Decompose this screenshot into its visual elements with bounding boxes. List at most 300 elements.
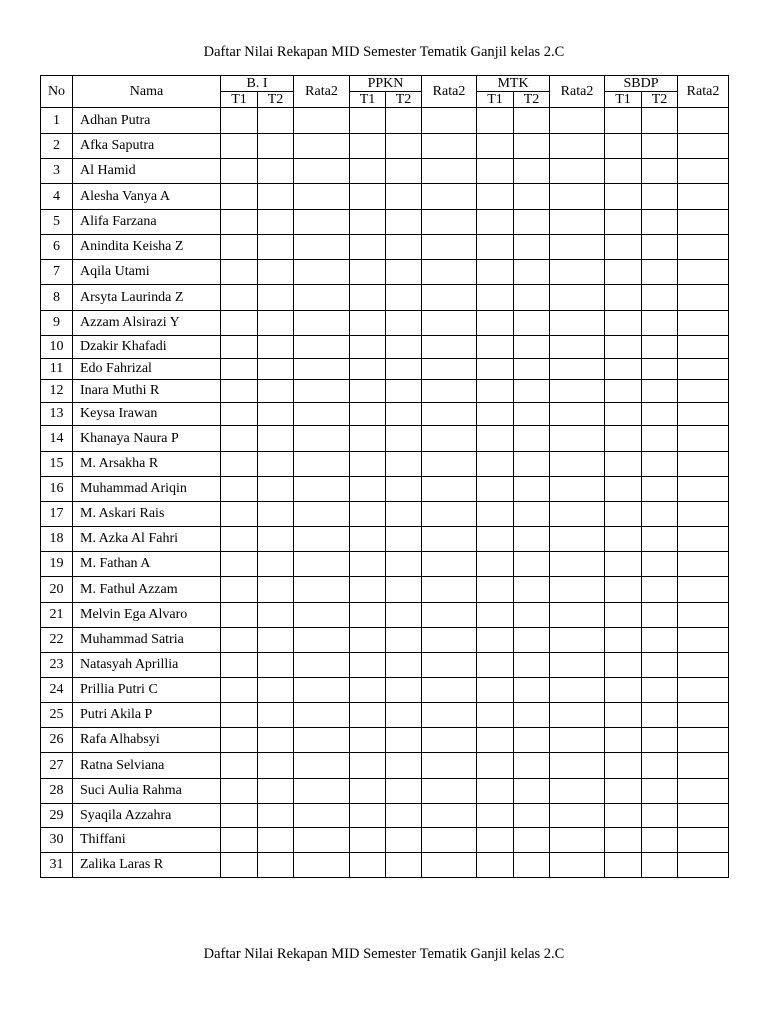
grade-cell: [605, 828, 642, 853]
grade-cell: [422, 235, 477, 260]
grade-cell: [550, 728, 605, 753]
grade-cell: [514, 603, 550, 628]
grade-cell: [294, 311, 350, 336]
table-row: [41, 753, 729, 779]
grade-cell: [350, 804, 386, 828]
grades-table: [40, 75, 729, 878]
student-name: Aqila Utami: [73, 260, 221, 285]
grade-cell: [514, 779, 550, 804]
grade-cell: [605, 285, 642, 311]
grade-cell: [422, 552, 477, 577]
grade-cell: [550, 336, 605, 359]
student-number: 16: [41, 477, 73, 502]
grade-cell: [258, 311, 294, 336]
student-number: 13: [41, 403, 73, 426]
grade-cell: [221, 753, 258, 779]
grade-cell: [678, 184, 729, 210]
grade-cell: [386, 628, 422, 653]
grade-cell: [550, 804, 605, 828]
grade-cell: [605, 753, 642, 779]
grade-cell: [477, 426, 514, 452]
grade-cell: [550, 703, 605, 728]
table-row: [41, 452, 729, 477]
grade-cell: [678, 159, 729, 184]
grade-cell: [422, 159, 477, 184]
student-number: 31: [41, 853, 73, 878]
grade-cell: [642, 452, 678, 477]
grade-cell: [514, 853, 550, 878]
grade-cell: [477, 603, 514, 628]
grade-cell: [422, 285, 477, 311]
grade-cell: [477, 577, 514, 603]
grade-cell: [605, 527, 642, 552]
grade-cell: [678, 235, 729, 260]
grade-cell: [386, 380, 422, 403]
grade-cell: [386, 853, 422, 878]
student-number: 17: [41, 502, 73, 527]
grade-cell: [294, 853, 350, 878]
student-name: Alifa Farzana: [73, 210, 221, 235]
grade-cell: [514, 159, 550, 184]
student-name: Khanaya Naura P: [73, 426, 221, 452]
grade-cell: [422, 703, 477, 728]
grade-cell: [221, 285, 258, 311]
table-row: [41, 828, 729, 853]
student-number: 19: [41, 552, 73, 577]
student-name: Alesha Vanya A: [73, 184, 221, 210]
grade-cell: [221, 359, 258, 380]
grade-cell: [477, 628, 514, 653]
grade-cell: [221, 210, 258, 235]
grade-cell: [514, 628, 550, 653]
grade-cell: [605, 678, 642, 703]
grade-cell: [258, 134, 294, 159]
grade-cell: [221, 235, 258, 260]
grade-cell: [550, 678, 605, 703]
grade-cell: [350, 380, 386, 403]
grade-cell: [550, 828, 605, 853]
grade-cell: [678, 552, 729, 577]
header-subject-sbdp: SBDP: [605, 76, 678, 92]
student-number: 24: [41, 678, 73, 703]
grade-cell: [642, 603, 678, 628]
grade-cell: [258, 527, 294, 552]
header-subject-mtk: MTK: [477, 76, 550, 92]
footer-title: Daftar Nilai Rekapan MID Semester Tematik Ganjil kelas 2.C: [203, 946, 565, 962]
grade-cell: [258, 336, 294, 359]
grade-cell: [477, 753, 514, 779]
student-name: M. Fathan A: [73, 552, 221, 577]
grade-cell: [294, 603, 350, 628]
grade-cell: [678, 502, 729, 527]
student-number: 21: [41, 603, 73, 628]
grade-cell: [642, 477, 678, 502]
grade-cell: [422, 426, 477, 452]
grade-cell: [605, 603, 642, 628]
grade-cell: [642, 235, 678, 260]
grade-cell: [422, 210, 477, 235]
table-row: [41, 159, 729, 184]
table-body: [41, 108, 729, 878]
grade-cell: [605, 380, 642, 403]
grade-cell: [605, 336, 642, 359]
grade-cell: [422, 628, 477, 653]
header-t2: T2: [386, 92, 422, 108]
grade-cell: [514, 235, 550, 260]
grade-cell: [605, 210, 642, 235]
grade-cell: [477, 285, 514, 311]
grade-cell: [386, 678, 422, 703]
student-number: 28: [41, 779, 73, 804]
grade-cell: [258, 380, 294, 403]
grade-cell: [386, 728, 422, 753]
grade-cell: [605, 359, 642, 380]
grade-cell: [221, 628, 258, 653]
grade-cell: [678, 359, 729, 380]
page-title: Daftar Nilai Rekapan MID Semester Tematik Ganjil kelas 2.C: [203, 44, 565, 60]
grade-cell: [221, 403, 258, 426]
grade-cell: [258, 426, 294, 452]
student-name: Muhammad Satria: [73, 628, 221, 653]
grade-cell: [294, 184, 350, 210]
grade-cell: [258, 359, 294, 380]
grade-cell: [642, 359, 678, 380]
grade-cell: [678, 380, 729, 403]
grade-cell: [350, 311, 386, 336]
grade-cell: [550, 477, 605, 502]
grade-cell: [678, 477, 729, 502]
student-number: 18: [41, 527, 73, 552]
student-name: Azzam Alsirazi Y: [73, 311, 221, 336]
grade-cell: [422, 134, 477, 159]
grade-cell: [678, 285, 729, 311]
grade-cell: [514, 653, 550, 678]
student-number: 12: [41, 380, 73, 403]
grade-cell: [477, 653, 514, 678]
grade-cell: [514, 728, 550, 753]
grade-cell: [550, 603, 605, 628]
grade-cell: [477, 260, 514, 285]
grade-cell: [350, 426, 386, 452]
grade-cell: [477, 452, 514, 477]
grade-cell: [477, 527, 514, 552]
grade-cell: [350, 502, 386, 527]
grade-cell: [550, 134, 605, 159]
student-number: 6: [41, 235, 73, 260]
table-row: [41, 703, 729, 728]
grade-cell: [678, 527, 729, 552]
table-row: [41, 603, 729, 628]
grade-cell: [386, 804, 422, 828]
grade-cell: [258, 577, 294, 603]
grade-cell: [386, 452, 422, 477]
grade-cell: [422, 678, 477, 703]
grade-cell: [386, 477, 422, 502]
grade-cell: [550, 426, 605, 452]
table-row: [41, 678, 729, 703]
grade-cell: [294, 452, 350, 477]
grade-cell: [422, 311, 477, 336]
grade-cell: [550, 235, 605, 260]
grade-cell: [294, 653, 350, 678]
grade-cell: [422, 728, 477, 753]
grade-cell: [386, 159, 422, 184]
grade-cell: [386, 653, 422, 678]
student-number: 11: [41, 359, 73, 380]
grade-cell: [605, 452, 642, 477]
student-name: Syaqila Azzahra: [73, 804, 221, 828]
grade-cell: [350, 210, 386, 235]
grade-cell: [258, 184, 294, 210]
grade-cell: [386, 426, 422, 452]
grade-cell: [350, 260, 386, 285]
grade-cell: [350, 703, 386, 728]
grade-cell: [642, 653, 678, 678]
grade-cell: [550, 359, 605, 380]
grade-cell: [294, 477, 350, 502]
grade-cell: [422, 477, 477, 502]
grade-cell: [350, 359, 386, 380]
grade-cell: [514, 804, 550, 828]
student-name: M. Azka Al Fahri: [73, 527, 221, 552]
grade-cell: [678, 779, 729, 804]
grade-cell: [605, 628, 642, 653]
grade-cell: [477, 804, 514, 828]
grade-cell: [605, 577, 642, 603]
grade-cell: [550, 210, 605, 235]
grade-cell: [258, 753, 294, 779]
grade-cell: [350, 653, 386, 678]
grade-cell: [642, 426, 678, 452]
grade-cell: [605, 502, 642, 527]
grade-cell: [350, 285, 386, 311]
table-row: [41, 285, 729, 311]
grade-cell: [514, 380, 550, 403]
grade-cell: [350, 853, 386, 878]
grade-cell: [642, 311, 678, 336]
grade-cell: [678, 603, 729, 628]
grade-cell: [386, 108, 422, 134]
grade-cell: [642, 828, 678, 853]
grade-cell: [678, 403, 729, 426]
grade-cell: [550, 311, 605, 336]
student-number: 20: [41, 577, 73, 603]
grade-cell: [514, 527, 550, 552]
grade-cell: [605, 552, 642, 577]
grade-cell: [422, 336, 477, 359]
grade-cell: [678, 703, 729, 728]
header-subject-bi: B. I: [221, 76, 294, 92]
grade-cell: [605, 426, 642, 452]
grade-cell: [514, 210, 550, 235]
grade-cell: [477, 552, 514, 577]
grade-cell: [550, 628, 605, 653]
grade-cell: [642, 285, 678, 311]
grade-cell: [350, 728, 386, 753]
grade-cell: [422, 828, 477, 853]
student-number: 3: [41, 159, 73, 184]
student-number: 26: [41, 728, 73, 753]
grade-cell: [350, 134, 386, 159]
student-number: 8: [41, 285, 73, 311]
table-row: [41, 779, 729, 804]
grade-cell: [550, 502, 605, 527]
grade-cell: [258, 403, 294, 426]
grade-cell: [642, 552, 678, 577]
grade-cell: [477, 703, 514, 728]
student-number: 15: [41, 452, 73, 477]
grade-cell: [258, 728, 294, 753]
grade-cell: [642, 678, 678, 703]
grade-cell: [678, 653, 729, 678]
grade-cell: [550, 653, 605, 678]
student-number: 30: [41, 828, 73, 853]
grade-cell: [678, 853, 729, 878]
grade-cell: [514, 753, 550, 779]
grade-cell: [514, 336, 550, 359]
grade-cell: [386, 285, 422, 311]
header-t2: T2: [514, 92, 550, 108]
grade-cell: [642, 184, 678, 210]
grade-cell: [422, 653, 477, 678]
grade-cell: [477, 184, 514, 210]
grade-cell: [422, 380, 477, 403]
grade-cell: [477, 502, 514, 527]
grade-cell: [221, 603, 258, 628]
grade-cell: [605, 159, 642, 184]
grade-cell: [422, 779, 477, 804]
student-name: Adhan Putra: [73, 108, 221, 134]
table-row: [41, 653, 729, 678]
grade-cell: [221, 502, 258, 527]
grade-cell: [258, 804, 294, 828]
student-number: 23: [41, 653, 73, 678]
grade-cell: [221, 653, 258, 678]
grade-cell: [294, 527, 350, 552]
table-row: [41, 426, 729, 452]
grade-cell: [350, 452, 386, 477]
grade-cell: [642, 210, 678, 235]
grade-cell: [477, 359, 514, 380]
student-number: 4: [41, 184, 73, 210]
grade-cell: [221, 527, 258, 552]
grade-cell: [221, 853, 258, 878]
grade-cell: [642, 380, 678, 403]
grade-cell: [221, 260, 258, 285]
student-number: 2: [41, 134, 73, 159]
grade-cell: [221, 336, 258, 359]
student-name: Muhammad Ariqin: [73, 477, 221, 502]
grade-cell: [258, 502, 294, 527]
grade-cell: [642, 527, 678, 552]
grade-cell: [294, 380, 350, 403]
grade-cell: [294, 628, 350, 653]
grade-cell: [386, 134, 422, 159]
student-name: M. Arsakha R: [73, 452, 221, 477]
grade-cell: [294, 678, 350, 703]
grade-cell: [350, 779, 386, 804]
grade-cell: [221, 108, 258, 134]
grade-cell: [221, 804, 258, 828]
header-subject-ppkn: PPKN: [350, 76, 422, 92]
grade-cell: [678, 577, 729, 603]
grade-cell: [550, 260, 605, 285]
grade-cell: [514, 678, 550, 703]
grade-cell: [678, 828, 729, 853]
grade-cell: [258, 653, 294, 678]
grade-cell: [678, 753, 729, 779]
grade-cell: [477, 728, 514, 753]
grade-cell: [642, 134, 678, 159]
grade-cell: [422, 452, 477, 477]
grade-cell: [642, 703, 678, 728]
student-name: Afka Saputra: [73, 134, 221, 159]
grade-cell: [550, 779, 605, 804]
table-row: [41, 853, 729, 878]
table-row: [41, 235, 729, 260]
grade-cell: [514, 477, 550, 502]
grade-cell: [258, 828, 294, 853]
grade-cell: [294, 804, 350, 828]
grade-cell: [221, 380, 258, 403]
header-nama: Nama: [73, 76, 221, 108]
grade-cell: [386, 552, 422, 577]
grade-cell: [550, 184, 605, 210]
student-number: 27: [41, 753, 73, 779]
grade-cell: [550, 285, 605, 311]
table-row: [41, 311, 729, 336]
grade-cell: [477, 477, 514, 502]
student-number: 7: [41, 260, 73, 285]
grade-cell: [642, 753, 678, 779]
grade-cell: [605, 311, 642, 336]
student-number: 10: [41, 336, 73, 359]
grade-cell: [258, 235, 294, 260]
grade-cell: [221, 703, 258, 728]
grade-cell: [642, 853, 678, 878]
student-name: Zalika Laras R: [73, 853, 221, 878]
grade-cell: [350, 403, 386, 426]
grade-cell: [642, 728, 678, 753]
grade-cell: [294, 779, 350, 804]
student-name: Natasyah Aprillia: [73, 653, 221, 678]
grade-cell: [605, 804, 642, 828]
grade-cell: [642, 577, 678, 603]
grade-cell: [514, 552, 550, 577]
grade-cell: [550, 753, 605, 779]
grade-cell: [294, 403, 350, 426]
grade-cell: [642, 108, 678, 134]
table-row: [41, 108, 729, 134]
grade-cell: [514, 426, 550, 452]
table-header: [41, 76, 729, 108]
grade-cell: [294, 336, 350, 359]
grade-cell: [386, 828, 422, 853]
grade-cell: [477, 403, 514, 426]
header-rata2-mtk: Rata2: [550, 76, 605, 108]
grade-cell: [386, 577, 422, 603]
grade-cell: [294, 577, 350, 603]
grade-cell: [221, 184, 258, 210]
grade-cell: [477, 210, 514, 235]
grade-cell: [422, 527, 477, 552]
grade-cell: [422, 603, 477, 628]
grade-cell: [294, 134, 350, 159]
student-name: Prillia Putri C: [73, 678, 221, 703]
grade-cell: [350, 477, 386, 502]
table-row: [41, 577, 729, 603]
grade-cell: [221, 728, 258, 753]
